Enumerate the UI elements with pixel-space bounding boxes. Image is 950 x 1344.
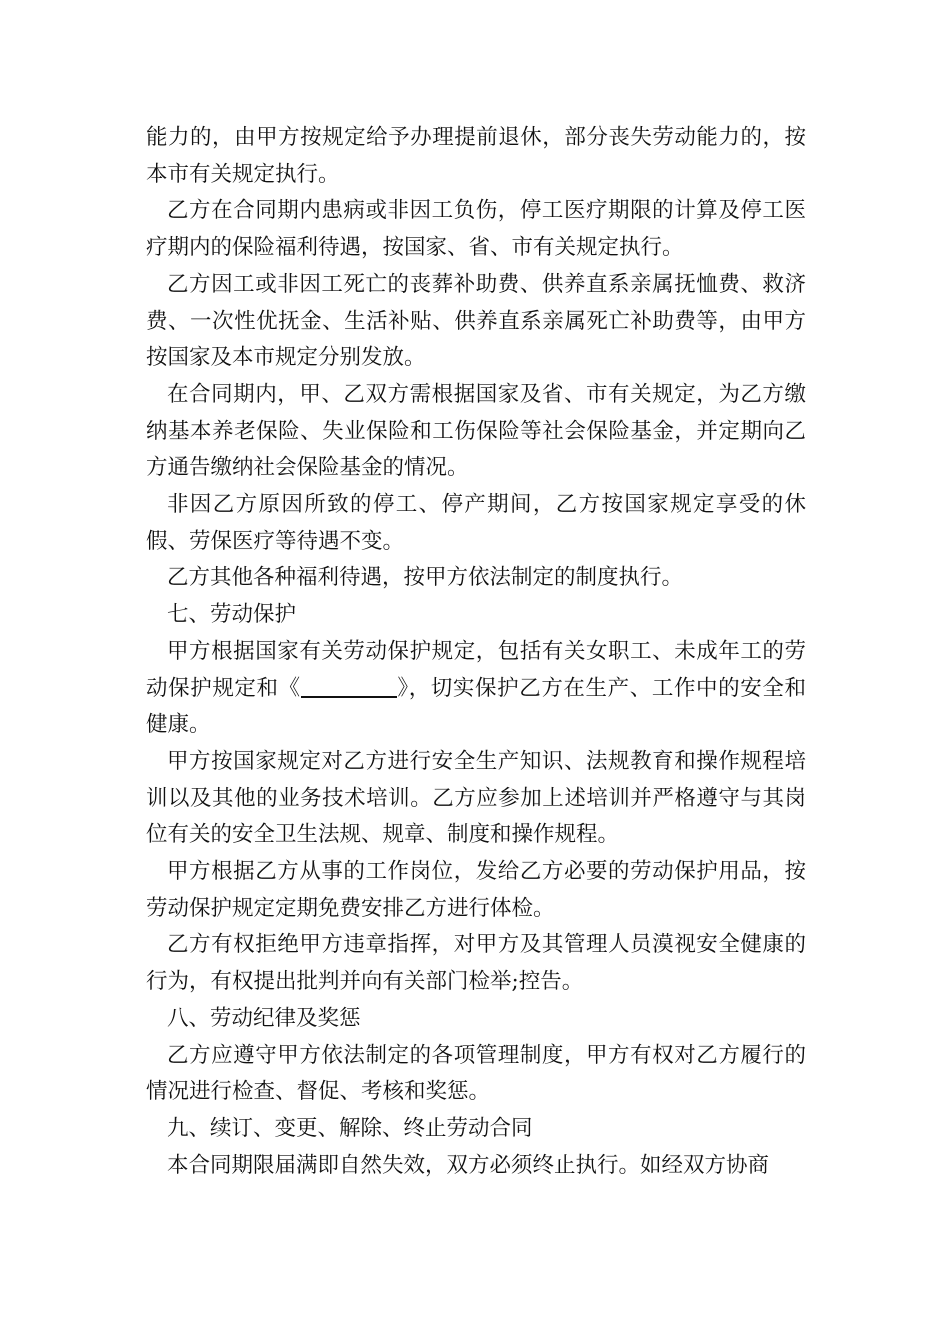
paragraph-death-benefits: 乙方因工或非因工死亡的丧葬补助费、供养直系亲属抚恤费、救济费、一次性优抚金、生活补贴、供养直系亲属死亡补助费等，由甲方按国家及本市规定分别发放。 (146, 271, 806, 371)
paragraph-protection-text-after: 》，切实保护乙方在生产、工作中的安全和健康。 (146, 675, 806, 738)
paragraph-sick-leave: 乙方在合同期内患病或非因工负伤，停工医疗期限的计算及停工医疗期内的保险福利待遇，按国家、省、市有关规定执行。 (146, 198, 806, 261)
paragraph-retirement: 能力的，由甲方按规定给予办理提前退休，部分丧失劳动能力的，按本市有关规定执行。 (146, 125, 806, 187)
paragraph-contract-expiry: 本合同期限届满即自然失效，双方必须终止执行。如经双方协商 (167, 1152, 770, 1178)
paragraph-protection-text-before: 甲方根据国家有关劳动保护规定，包括有关女职工、未成年工的劳动保护规定和《 (146, 638, 806, 701)
fill-in-blank (301, 674, 397, 698)
paragraph-management-rules: 乙方应遵守甲方依法制定的各项管理制度，甲方有权对乙方履行的情况进行检查、督促、考核和奖惩。 (146, 1042, 806, 1105)
document-body (146, 120, 806, 1184)
paragraph-social-insurance: 在合同期内，甲、乙双方需根据国家及省、市有关规定，为乙方缴纳基本养老保险、失业保险和工伤保险等社会保险基金，并定期向乙方通告缴纳社会保险基金的情况。 (146, 381, 806, 481)
section-heading-labor-protection: 七、劳动保护 (167, 602, 297, 628)
section-heading-contract-changes: 九、续订、变更、解除、终止劳动合同 (167, 1115, 533, 1141)
paragraph-protection-regulations (146, 634, 806, 744)
paragraph-right-to-refuse: 乙方有权拒绝甲方违章指挥，对甲方及其管理人员漠视安全健康的行为，有权提出批判并向有关部门检举;控告。 (146, 932, 806, 995)
paragraph-work-stoppage: 非因乙方原因所致的停工、停产期间，乙方按国家规定享受的休假、劳保医疗等待遇不变。 (146, 492, 806, 554)
paragraph-other-welfare: 乙方其他各种福利待遇，按甲方依法制定的制度执行。 (167, 565, 684, 591)
section-heading-discipline: 八、劳动纪律及奖惩 (167, 1005, 361, 1031)
paragraph-safety-training: 甲方按国家规定对乙方进行安全生产知识、法规教育和操作规程培训以及其他的业务技术培训。乙方应参加上述培训并严格遵守与其岗位有关的安全卫生法规、规章、制度和操作规程。 (146, 748, 806, 848)
paragraph-protective-equipment: 甲方根据乙方从事的工作岗位，发给乙方必要的劳动保护用品，按劳动保护规定定期免费安排乙方进行体检。 (146, 859, 806, 921)
